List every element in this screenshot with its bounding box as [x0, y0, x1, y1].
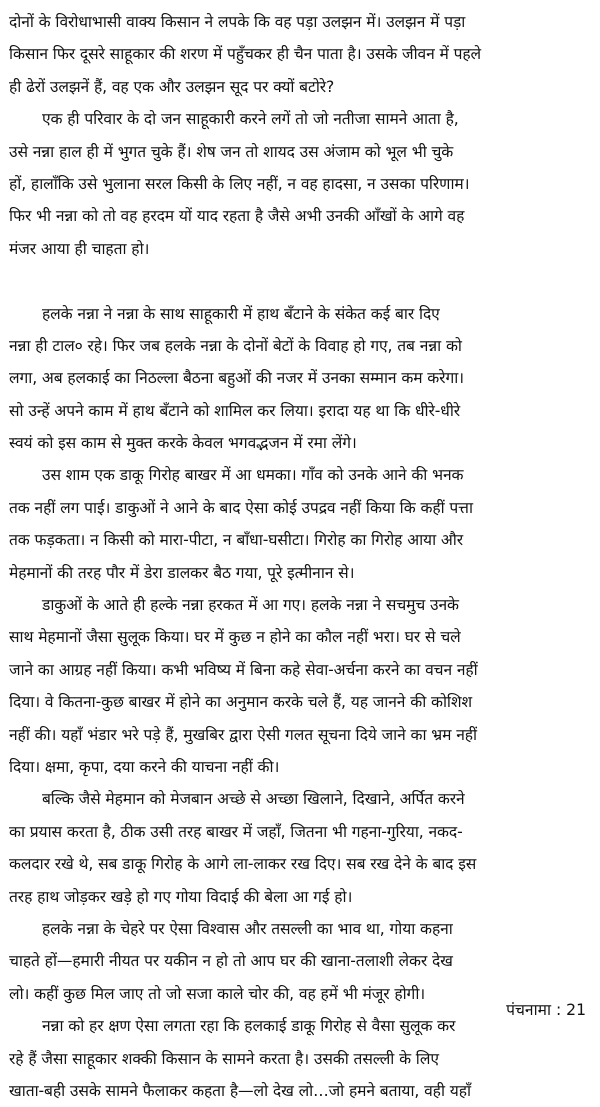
text-line: लो। कहीं कुछ मिल जाए तो जो सजा काले चोर की, वह हमें भी मंजूर होगी। [9, 984, 426, 1003]
text-line: तक नहीं लग पाई। डाकुओं ने आने के बाद ऐसा कोई उपद्रव नहीं किया कि कहीं पत्ता [9, 498, 473, 517]
text-line: साथ मेहमानों जैसा सुलूक किया। घर में कुछ न होने का कौल नहीं भरा। घर से चले [9, 628, 461, 647]
text-line: उसे नन्ना हाल ही में भुगत चुके हैं। शेष जन तो शायद उस अंजाम को भूल भी चुके [9, 142, 454, 161]
text-line: तरह हाथ जोड़कर खड़े हो गए गोया विदाई की बेला आ गई हो। [9, 887, 353, 906]
text-line: स्वयं को इस काम से मुक्त करके केवल भगवद्भजन में रमा लेंगे। [9, 434, 357, 453]
text-line: जाने का आग्रह नहीं किया। कभी भविष्य में बिना कहे सेवा-अर्चना करने का वचन नहीं [9, 660, 478, 679]
text-line: नहीं की। यहाँ भंडार भरे पड़े हैं, मुखबिर द्वारा ऐसी गलत सूचना दिये जाने का भ्रम नहीं [9, 725, 477, 744]
text-line: दोनों के विरोधाभासी वाक्य किसान ने लपके कि वह पड़ा उलझन में। उलझन में पड़ा [9, 13, 466, 31]
section-break [9, 265, 591, 297]
paragraph-first-line: बल्कि जैसे मेहमान को मेजबान अच्छे से अच्छा खिलाने, दिखाने, अर्पित करने [42, 790, 465, 809]
text-line: तक फड़कता। न किसी को मारा-पीटा, न बाँधा-घसीटा। गिरोह का गिरोह आया और [9, 531, 464, 550]
text-line: दिया। वे कितना-कुछ बाखर में होने का अनुमान करके चले हैं, यह जानने की कोशिश [9, 693, 472, 712]
text-line: कलदार रखे थे, सब डाकू गिरोह के आगे ला-लाकर रख दिए। सब रख देने के बाद इस [9, 855, 477, 874]
text-line: रहे हैं जैसा साहूकार शक्की किसान के सामने करता है। उसकी तसल्ली के लिए [9, 1049, 439, 1068]
text-line: का प्रयास करता है, ठीक उसी तरह बाखर में जहाँ, जितना भी गहना-गुरिया, नकद- [9, 822, 463, 841]
text-line: दिया। क्षमा, कृपा, दया करने की याचना नहीं की। [9, 757, 280, 776]
text-line: मेहमानों की तरह पौर में डेरा डालकर बैठ गया, पूरे इत्मीनान से। [9, 563, 355, 582]
paragraph-first-line: हलके नन्ना के चेहरे पर ऐसा विश्वास और तसल्ली का भाव था, गोया कहना [42, 919, 453, 938]
paragraph-first-line: उस शाम एक डाकू गिरोह बाखर में आ धमका। गाँव को उनके आने की भनक [42, 466, 464, 485]
text-line: मंजर आया ही चाहता हो। [9, 239, 150, 258]
text-line: खाता-बही उसके सामने फैलाकर कहता है—लो देख लो…जो हमने बताया, वही यहाँ [9, 1081, 471, 1100]
text-line: सो उन्हें अपने काम में हाथ बँटाने को शामिल कर लिया। इरादा यह था कि धीरे-धीरे [9, 401, 461, 420]
paragraph-first-line: एक ही परिवार के दो जन साहूकारी करने लगें तो जो नतीजा सामने आता है, [42, 110, 459, 129]
text-line: फिर भी नन्ना को तो वह हरदम यों याद रहता है जैसे अभी उनकी आँखों के आगे वह [9, 207, 465, 226]
text-line: लगा, अब हलकाई का निठल्ला बैठना बहुओं की नजर में उनका सम्मान कम करेगा। [9, 369, 464, 388]
text-line: ही ढेरों उलझनें हैं, वह एक और उलझन सूद पर क्यों बटोरे? [9, 77, 335, 96]
paragraph-first-line: हलके नन्ना ने नन्ना के साथ साहूकारी में हाथ बँटाने के संकेत कई बार दिए [42, 304, 440, 323]
paragraph-first-line: नन्ना को हर क्षण ऐसा लगता रहा कि हलकाई डाकू गिरोह से वैसा सुलूक कर [42, 1017, 456, 1036]
text-line: नन्ना ही टाल० रहे। फिर जब हलके नन्ना के दोनों बेटों के विवाह हो गए, तब नन्ना को [9, 336, 462, 355]
page-footer: पंचनामा : 21 [506, 1001, 586, 1019]
text-line: हों, हालाँकि उसे भुलाना सरल किसी के लिए नहीं, न वह हादसा, न उसका परिणाम। [9, 174, 470, 193]
text-line: चाहते हों—हमारी नीयत पर यकीन न हो तो आप घर की खाना-तलाशी लेकर देख [9, 952, 453, 971]
text-line: किसान फिर दूसरे साहूकार की शरण में पहुँचकर ही चैन पाता है। उसके जीवन में पहले [9, 45, 482, 64]
paragraph-first-line: डाकुओं के आते ही हल्के नन्ना हरकत में आ गए। हलके नन्ना ने सचमुच उनके [42, 596, 459, 615]
